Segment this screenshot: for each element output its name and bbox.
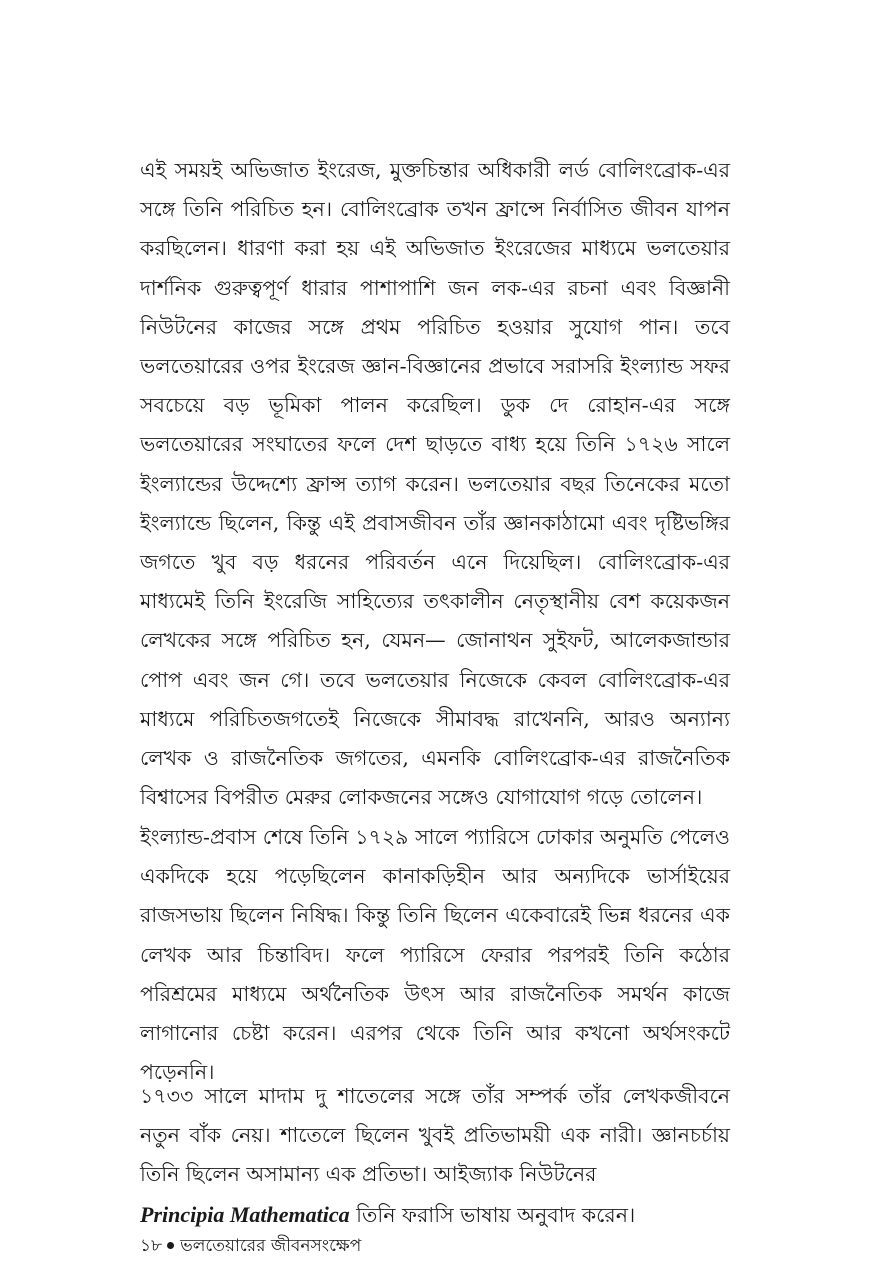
paragraph-text: ১৭৩৩ সালে মাদাম দু শাতেলের সঙ্গে তাঁর সম্পর্ক তাঁর লেখকজীবনে নতুন বাঁক নেয়। শাতেলে ছিলেন খুবই প্রতিভাময়ী এক নারী। জ্ঞানচর্চায় তিনি ছিলেন অসামান্য এক প্রতিভা। আইজ্যাক নিউটনের (140, 1084, 730, 1187)
body-paragraph: ইংল্যান্ড-প্রবাস শেষে তিনি ১৭২৯ সালে প্যারিসে ঢোকার অনুমতি পেলেও একদিকে হয়ে পড়েছিলেন কানাকড়িহীন আর অন্যদিকে ভার্সাইয়ের রাজসভায় ছিলেন নিষিদ্ধ। কিন্তু তিনি ছিলেন একেবারেই ভিন্ন ধরনের এক লেখক আর চিন্তাবিদ। ফলে প্যারিসে ফেরার পরপরই তিনি কঠোর পরিশ্রমের মাধ্যমে অর্থনৈতিক উৎস আর রাজনৈতিক সমর্থন কাজে লাগানোর চেষ্টা করেন। এরপর থেকে তিনি আর কখনো অর্থসংকটে পড়েননি। (140, 825, 730, 1085)
body-paragraph: এই সময়ই অভিজাত ইংরেজ, মুক্তচিন্তার অধিকারী লর্ড বোলিংব্রোক-এর সঙ্গে তিনি পরিচিত হন। বোলিংব্রোক তখন ফ্রান্সে নির্বাসিত জীবন যাপন করছিলেন। ধারণা করা হয় এই অভিজাত ইংরেজের মাধ্যমে ভলতেয়ার দার্শনিক গুরুত্বপূর্ণ ধারার পাশাপাশি জন লক-এর রচনা এবং বিজ্ঞানী নিউটনের কাজের সঙ্গে প্রথম পরিচিত হওয়ার সুযোগ পান। তবে ভলতেয়ারের ওপর ইংরেজ জ্ঞান-বিজ্ঞানের প্রভাবে সরাসরি ইংল্যান্ড সফর সবচেয়ে বড় ভূমিকা পালন করেছিল। ডুক দে রোহান-এর সঙ্গে ভলতেয়ারের সংঘাতের ফলে দেশ ছাড়তে বাধ্য হয়ে তিনি ১৭২৬ সালে ইংল্যান্ডের উদ্দেশ্যে ফ্রান্স ত্যাগ করেন। ভলতেয়ার বছর তিনেকের মতো ইংল্যান্ডে ছিলেন, কিন্তু এই প্রবাসজীবন তাঁর জ্ঞানকাঠামো এবং দৃষ্টিভঙ্গির জগতে খুব বড় ধরনের পরিবর্তন এনে দিয়েছিল। বোলিংব্রোক-এর মাধ্যমেই তিনি ইংরেজি সাহিত্যের তৎকালীন নেতৃস্থানীয় বেশ কয়েকজন লেখকের সঙ্গে পরিচিত হন, যেমন— জোনাথন সুইফট, আলেকজান্ডার পোপ এবং জন গে। তবে ভলতেয়ার নিজেকে কেবল বোলিংব্রোক-এর মাধ্যমে পরিচিতজগতেই নিজেকে সীমাবদ্ধ রাখেননি, আরও অন্যান্য লেখক ও রাজনৈতিক জগতের, এমনকি বোলিংব্রোক-এর রাজনৈতিক বিশ্বাসের বিপরীত মেরুর লোকজনের সঙ্গেও যোগাযোগ গড়ে তোলেন। (140, 158, 730, 810)
bullet-icon (167, 1242, 174, 1249)
body-paragraph (140, 1077, 730, 1235)
running-title: ভলতেয়ারের জীবনসংক্ষেপ (180, 1236, 362, 1256)
page-footer (140, 1234, 361, 1258)
page-number: ১৮ (140, 1236, 163, 1256)
paragraph-text: তিনি ফরাসি ভাষায় অনুবাদ করেন। (356, 1202, 636, 1227)
book-title-italic: Principia Mathematica (140, 1201, 350, 1227)
